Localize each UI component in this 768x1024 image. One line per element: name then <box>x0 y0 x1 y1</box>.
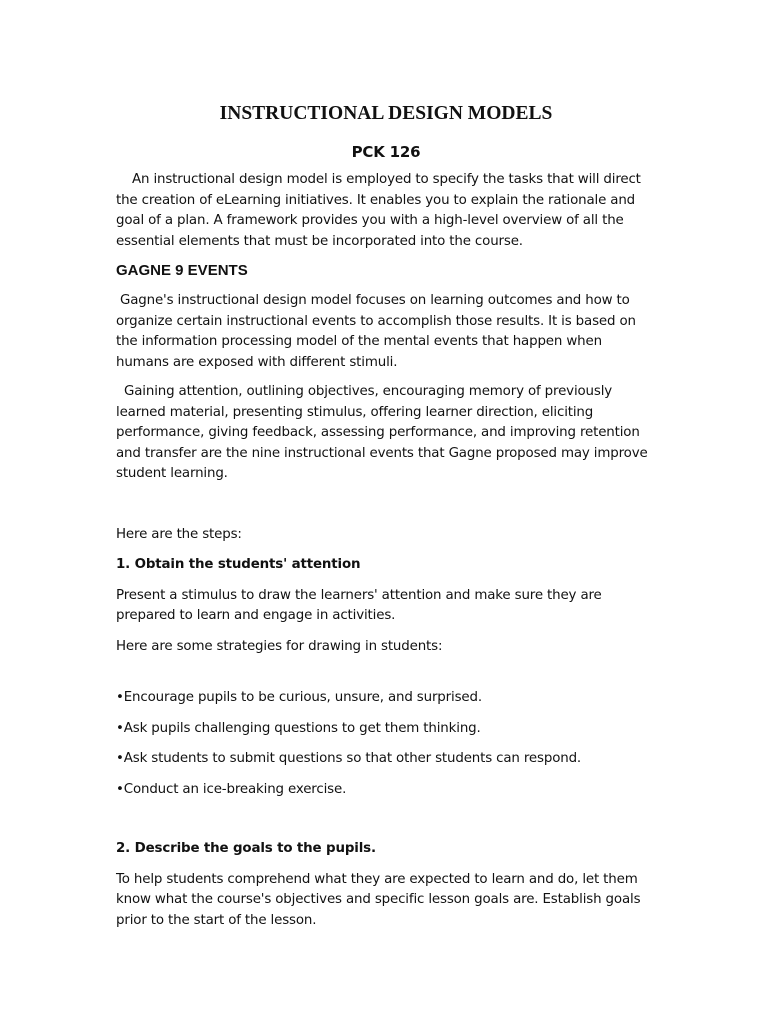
intro-paragraph: An instructional design model is employed to specify the tasks that will direct the creation of eLearning initiatives. It enables you to explain the rationale and goal of a plan. A framework provides you with a high-level overview of all the essential elements that must be incorporated into the course. <box>116 172 641 249</box>
strategies-list <box>116 688 656 800</box>
gagne-paragraph-2: Gaining attention, outlining objectives, encouraging memory of previously learned material, presenting stimulus, offering learner direction, eliciting performance, giving feedback, assessing performance, and improving retention and transfer are the nine instructional events that Gagne proposed may improve student learning. <box>116 384 648 481</box>
document-title: INSTRUCTIONAL DESIGN MODELS <box>219 103 553 124</box>
step-1-heading: 1. Obtain the students' attention <box>116 557 361 572</box>
document-body <box>116 102 656 931</box>
step-2-paragraph: To help students comprehend what they are expected to learn and do, let them know what the course's objectives and specific lesson goals are. Establish goals prior to the start of the lesson. <box>116 871 641 928</box>
document-subtitle: PCK 126 <box>351 143 421 161</box>
step-1-paragraph: Present a stimulus to draw the learners' attention and make sure they are prepared to learn and engage in activities. <box>116 587 602 623</box>
step-2-heading: 2. Describe the goals to the pupils. <box>116 841 376 856</box>
gagne-section-heading: GAGNE 9 EVENTS <box>116 262 248 279</box>
list-item: •Encourage pupils to be curious, unsure, and surprised. <box>116 690 482 705</box>
strategies-intro: Here are some strategies for drawing in students: <box>116 638 443 654</box>
list-item: •Ask pupils challenging questions to get them thinking. <box>116 720 481 736</box>
list-item: •Conduct an ice-breaking exercise. <box>116 781 347 797</box>
gagne-paragraph-1: Gagne's instructional design model focuses on learning outcomes and how to organize certain instructional events to accomplish those results. It is based on the information processing model of the mental events that happen when humans are exposed with different stimuli. <box>116 293 636 370</box>
steps-intro: Here are the steps: <box>116 526 242 542</box>
list-item: •Ask students to submit questions so that other students can respond. <box>116 751 582 766</box>
